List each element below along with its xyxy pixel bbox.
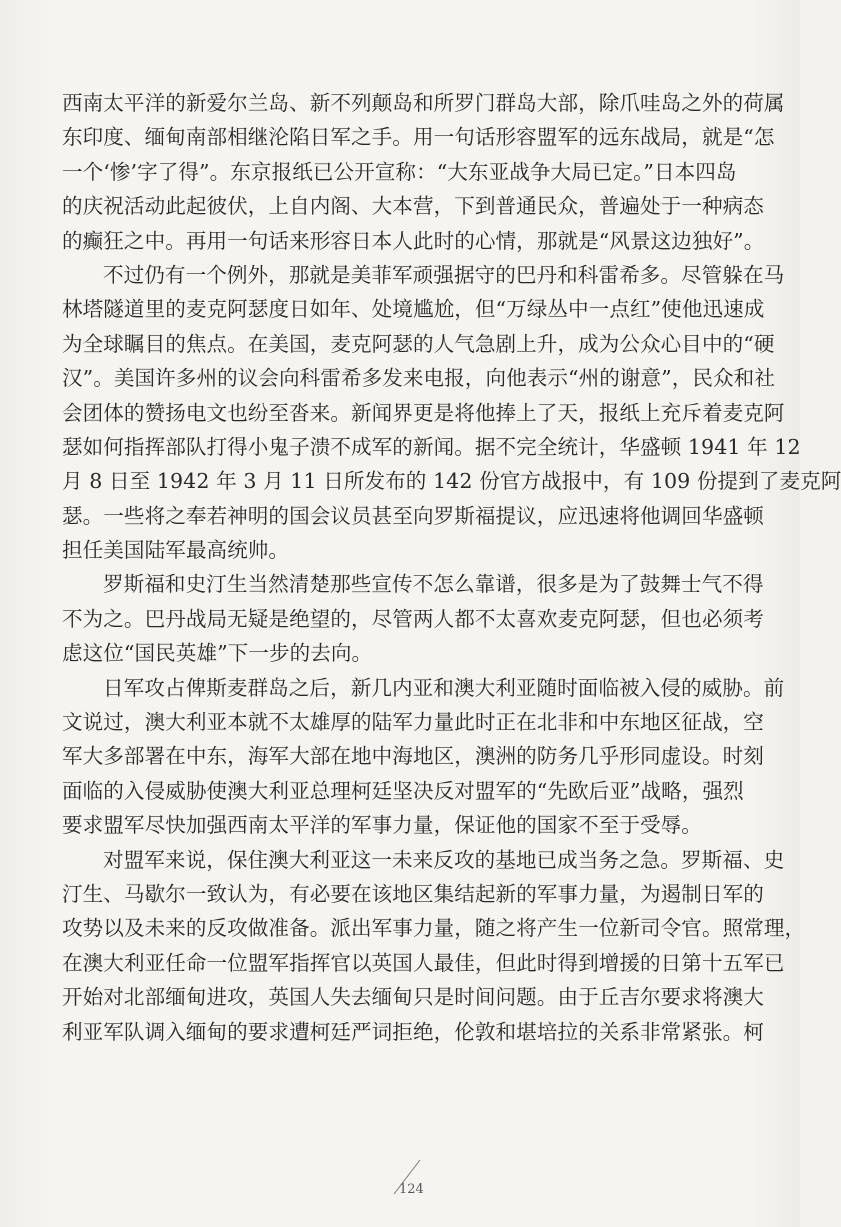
text-line: 文说过，澳大利亚本就不太雄厚的陆军力量此时正在北非和中东地区征战，空 [62,710,764,735]
text-line: 一个‘惨’字了得”。东京报纸已公开宣称：“大东亚战争大局已定。”日本四岛 [62,159,737,184]
text-line: 罗斯福和史汀生当然清楚那些宣传不怎么靠谱，很多是为了鼓舞士气不得 [103,572,764,597]
text-line: 瑟。一些将之奉若神明的国会议员甚至向罗斯福提议，应迅速将他调回华盛顿 [62,503,764,528]
text-line: 的癫狂之中。再用一句话来形容日本人此时的心情，那就是“风景这边独好”。 [62,228,765,253]
text-line: 不过仍有一个例外，那就是美菲军顽强据守的巴丹和科雷希多。尽管躲在马 [103,262,785,287]
text-line: 利亚军队调入缅甸的要求遭柯廷严词拒绝，伦敦和堪培拉的关系非常紧张。柯 [62,1019,764,1044]
body-text [62,86,841,1049]
text-line: 要求盟军尽快加强西南太平洋的军事力量，保证他的国家不至于受辱。 [62,813,702,838]
text-line: 在澳大利亚任命一位盟军指挥官以英国人最佳，但此时得到增援的日第十五军已 [62,950,785,975]
text-line: 林塔隧道里的麦克阿瑟度日如年、处境尴尬，但“万绿丛中一点红”使他迅速成 [62,297,765,322]
text-line: 担任美国陆军最高统帅。 [62,538,290,563]
text-line: 虑这位“国民英雄”下一步的去向。 [62,641,373,666]
page-number: 124 [399,1182,424,1197]
text-line: 月 8 日至 1942 年 3 月 11 日所发布的 142 份官方战报中，有 109 份提到了麦克阿 [62,469,841,494]
text-line: 汀生、马歇尔一致认为，有必要在该地区集结起新的军事力量，为遏制日军的 [62,881,764,906]
text-line: 开始对北部缅甸进攻，英国人失去缅甸只是时间问题。由于丘吉尔要求将澳大 [62,985,764,1010]
text-line: 面临的入侵威胁使澳大利亚总理柯廷坚决反对盟军的“先欧后亚”战略，强烈 [62,778,744,803]
text-line: 日军攻占俾斯麦群岛之后，新几内亚和澳大利亚随时面临被入侵的威胁。前 [103,675,785,700]
text-line: 攻势以及未来的反攻做准备。派出军事力量，随之将产生一位新司令官。照常理， [62,916,806,941]
text-line: 汉”。美国许多州的议会向科雷希多发来电报，向他表示“州的谢意”，民众和社 [62,366,775,391]
text-line: 瑟如何指挥部队打得小鬼子溃不成军的新闻。据不完全统计，华盛顿 1941 年 12 [62,434,801,459]
text-line: 西南太平洋的新爱尔兰岛、新不列颠岛和所罗门群岛大部，除爪哇岛之外的荷属 [62,91,785,115]
text-line: 对盟军来说，保住澳大利亚这一未来反攻的基地已成当务之急。罗斯福、史 [103,847,785,872]
text-line: 会团体的赞扬电文也纷至沓来。新闻界更是将他捧上了天，报纸上充斥着麦克阿 [62,400,785,425]
text-line: 东印度、缅甸南部相继沦陷日军之手。用一句话形容盟军的远东战局，就是“怎 [62,125,775,150]
text-line: 为全球瞩目的焦点。在美国，麦克阿瑟的人气急剧上升，成为公众心目中的“硬 [62,331,775,356]
text-line: 军大多部署在中东，海军大部在地中海地区，澳洲的防务几乎形同虚设。时刻 [62,744,764,769]
text-line: 的庆祝活动此起彼伏，上自内阁、大本营，下到普通民众，普遍处于一种病态 [62,194,764,219]
text-line: 不为之。巴丹战局无疑是绝望的，尽管两人都不太喜欢麦克阿瑟，但也必须考 [62,606,764,631]
page-footer [380,1158,440,1204]
